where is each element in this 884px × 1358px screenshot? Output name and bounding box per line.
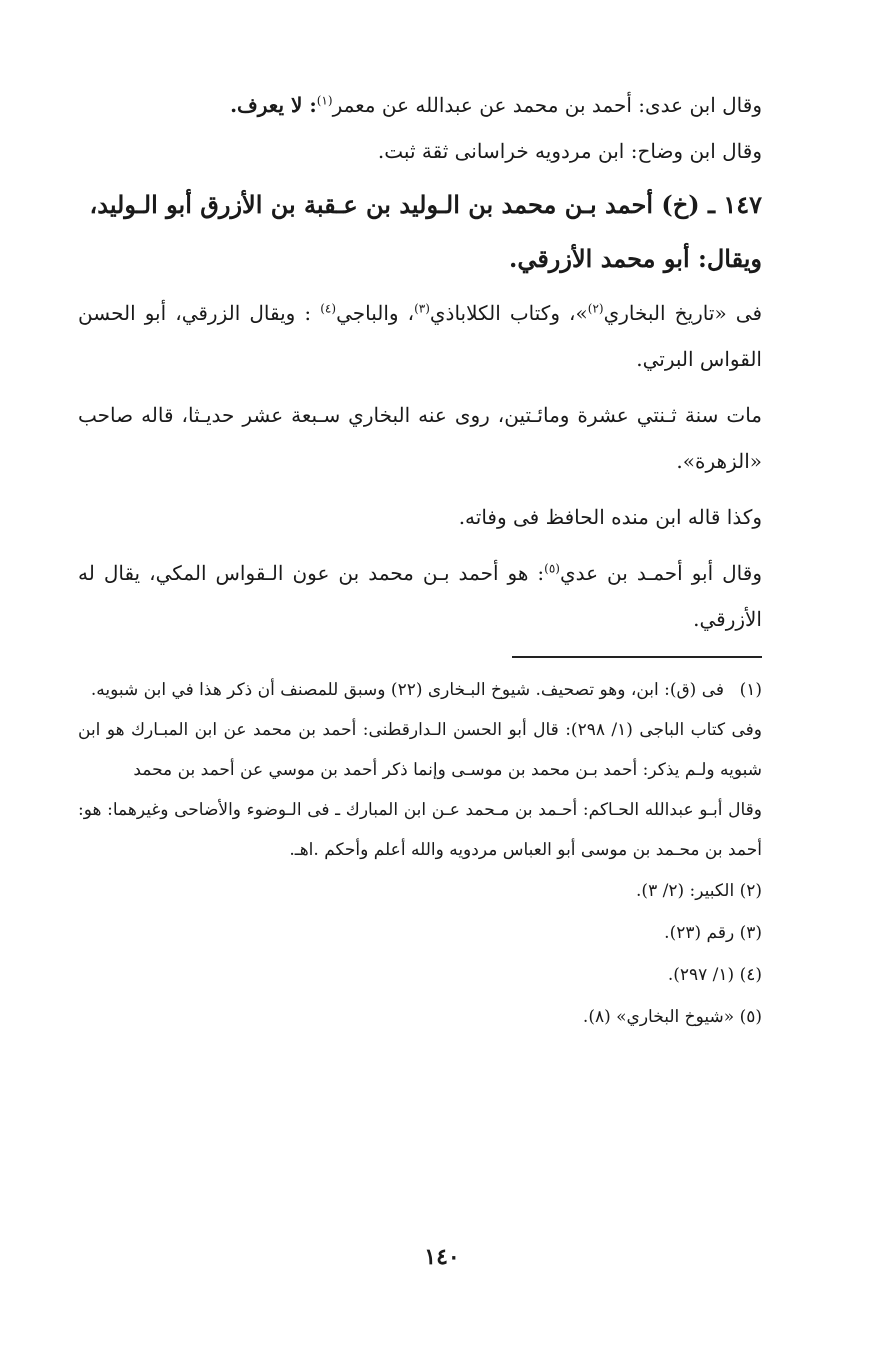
- footnote-1-continued: وقال أبـو عبدالله الحـاكم: أحـمد بن مـحمد عـن ابن المبارك ـ فى الـوضوء والأضاحى وغيرهما: هو: أحمد بن محـمد بن موسى أبو العباس مردويه والله أعلم وأحكم .اهـ.: [78, 800, 762, 860]
- page-content: [78, 82, 762, 1322]
- paragraph-death: مات سنة ثـنتي عشرة ومائـتين، روى عنه البخاري سـبعة عشر حديـثا، قاله صاحب «الزهرة».: [78, 403, 762, 473]
- footnote-ref-2[interactable]: (٢): [587, 301, 604, 316]
- footnote-ref-5[interactable]: (٥): [544, 561, 560, 576]
- footnote-ref-3[interactable]: (٣): [414, 301, 430, 316]
- footnote-ref-4[interactable]: (٤): [320, 301, 337, 316]
- paragraph-ibn-adi: [78, 82, 762, 128]
- paragraph-text: وقال ابن عدى: أحمد بن محمد عن عبدالله عن معمر: [332, 93, 762, 117]
- paragraph-ibn-waddah: وقال ابن وضاح: ابن مردويه خراسانى ثقة ثبت.: [377, 139, 762, 163]
- footnote-5: (٥) «شيوخ البخاري» (٨).: [582, 1007, 762, 1027]
- paragraph-sources: [78, 290, 762, 382]
- footnote-3: (٣) رقم (٢٣).: [664, 923, 762, 943]
- paragraph-text: وقال أبو أحمـد بن عدي: [559, 561, 762, 585]
- footnote-1: [78, 670, 762, 710]
- footnote-2: (٢) الكبير: (٢/ ٣).: [636, 881, 762, 901]
- footnote-divider: [512, 656, 762, 658]
- footnote-number: (١): [739, 680, 762, 700]
- paragraph-verdict: : لا يعرف.: [230, 93, 317, 117]
- page-number: ١٤٠: [424, 1244, 460, 1270]
- paragraph-abu-ahmad: [78, 550, 762, 642]
- footnotes: [78, 670, 762, 1038]
- paragraph-ibn-mandah: وكذا قاله ابن منده الحافظ فى وفاته.: [458, 505, 762, 529]
- entry-heading-line-2: ويقال: أبو محمد الأزرقي.: [508, 244, 762, 273]
- entry-heading: [78, 178, 762, 286]
- paragraph-text: : هو أحمد بـن محمد بن عون الـقواس المكي، يقال له الأزرقي.: [78, 561, 762, 631]
- footnote-ref-1[interactable]: (١): [316, 93, 333, 108]
- paragraph-text: فى «تاريخ البخاري: [603, 301, 763, 325]
- paragraph-text: ، والباجي: [336, 301, 415, 325]
- footnote-4: (٤) (١/ ٢٩٧).: [667, 965, 762, 985]
- entry-heading-line-1: ١٤٧ ـ (خ) أحمد بـن محمد بن الـوليد بن عـقبة بن الأزرق أبو الـوليد،: [89, 190, 762, 219]
- paragraph-text: : ويقال الزرقي، أبو الحسن القواس البرتي.: [78, 301, 762, 371]
- paragraph-text: »، وكتاب الكلاباذي: [429, 301, 588, 325]
- footnote-text: فى (ق): ابن، وهو تصحيف. شيوخ البـخارى (٢٢) وسبق للمصنف أن ذكر هذا في ابن شبويه.: [90, 680, 724, 700]
- footnote-1-continued: وفى كتاب الباجى (١/ ٢٩٨): قال أبو الحسن الـدارقطنى: أحمد بن محمد عن ابن المبـارك هو ابن شبويه ولـم يذكر: أحمد بـن محمد بن موسـى وإنما ذكر أحمد بن موسي عن أحمد بن محمد: [78, 720, 762, 780]
